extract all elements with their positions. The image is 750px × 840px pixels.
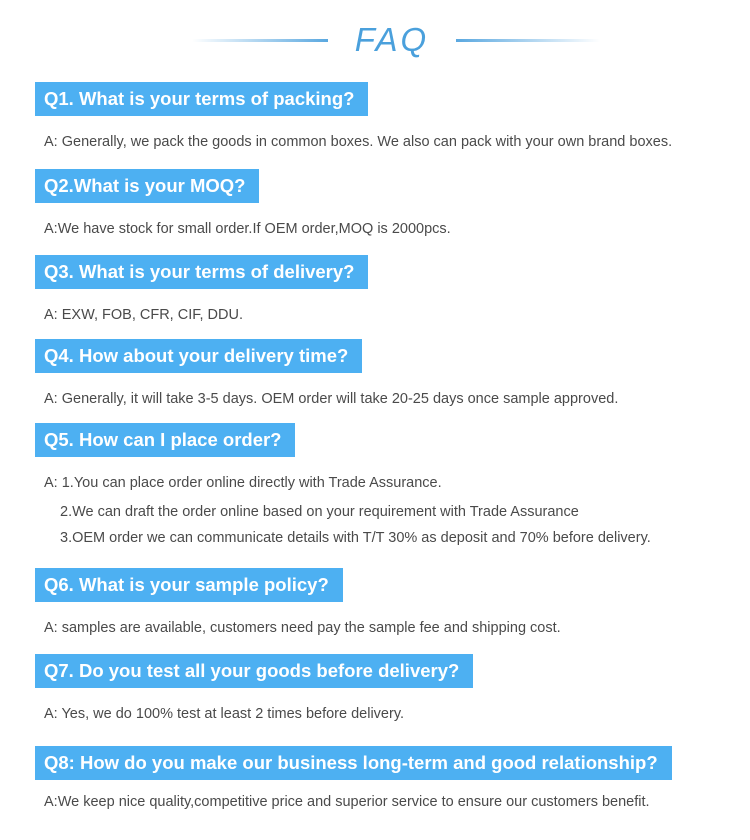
question-1-heading: Q1. What is your terms of packing? [35,82,368,116]
question-7-heading: Q7. Do you test all your goods before delivery? [35,654,473,688]
answer-8: A:We keep nice quality,competitive price and superior service to ensure our customers benefit. [44,794,650,810]
question-2-heading: Q2.What is your MOQ? [35,169,259,203]
question-5-heading: Q5. How can I place order? [35,423,295,457]
question-6-heading: Q6. What is your sample policy? [35,568,343,602]
answer-1: A: Generally, we pack the goods in common boxes. We also can pack with your own brand boxes. [44,134,673,150]
answer-5-line-1: A: 1.You can place order online directly with Trade Assurance. [44,475,442,491]
right-divider-line [456,39,600,42]
question-3-heading: Q3. What is your terms of delivery? [35,255,368,289]
answer-6: A: samples are available, customers need pay the sample fee and shipping cost. [44,620,561,636]
answer-4: A: Generally, it will take 3-5 days. OEM order will take 20-25 days once sample approved. [44,391,619,407]
left-divider-line [192,39,328,42]
answer-2: A:We have stock for small order.If OEM order,MOQ is 2000pcs. [44,221,451,237]
answer-7: A: Yes, we do 100% test at least 2 times before delivery. [44,706,405,722]
page-title: FAQ [354,21,430,58]
faq-header [0,18,750,62]
answer-5-line-3: 3.OEM order we can communicate details with T/T 30% as deposit and 70% before delivery. [60,530,651,546]
question-8-heading: Q8: How do you make our business long-term and good relationship? [35,746,672,780]
question-4-heading: Q4. How about your delivery time? [35,339,362,373]
answer-3: A: EXW, FOB, CFR, CIF, DDU. [44,307,243,323]
answer-5-line-2: 2.We can draft the order online based on your requirement with Trade Assurance [60,504,579,520]
